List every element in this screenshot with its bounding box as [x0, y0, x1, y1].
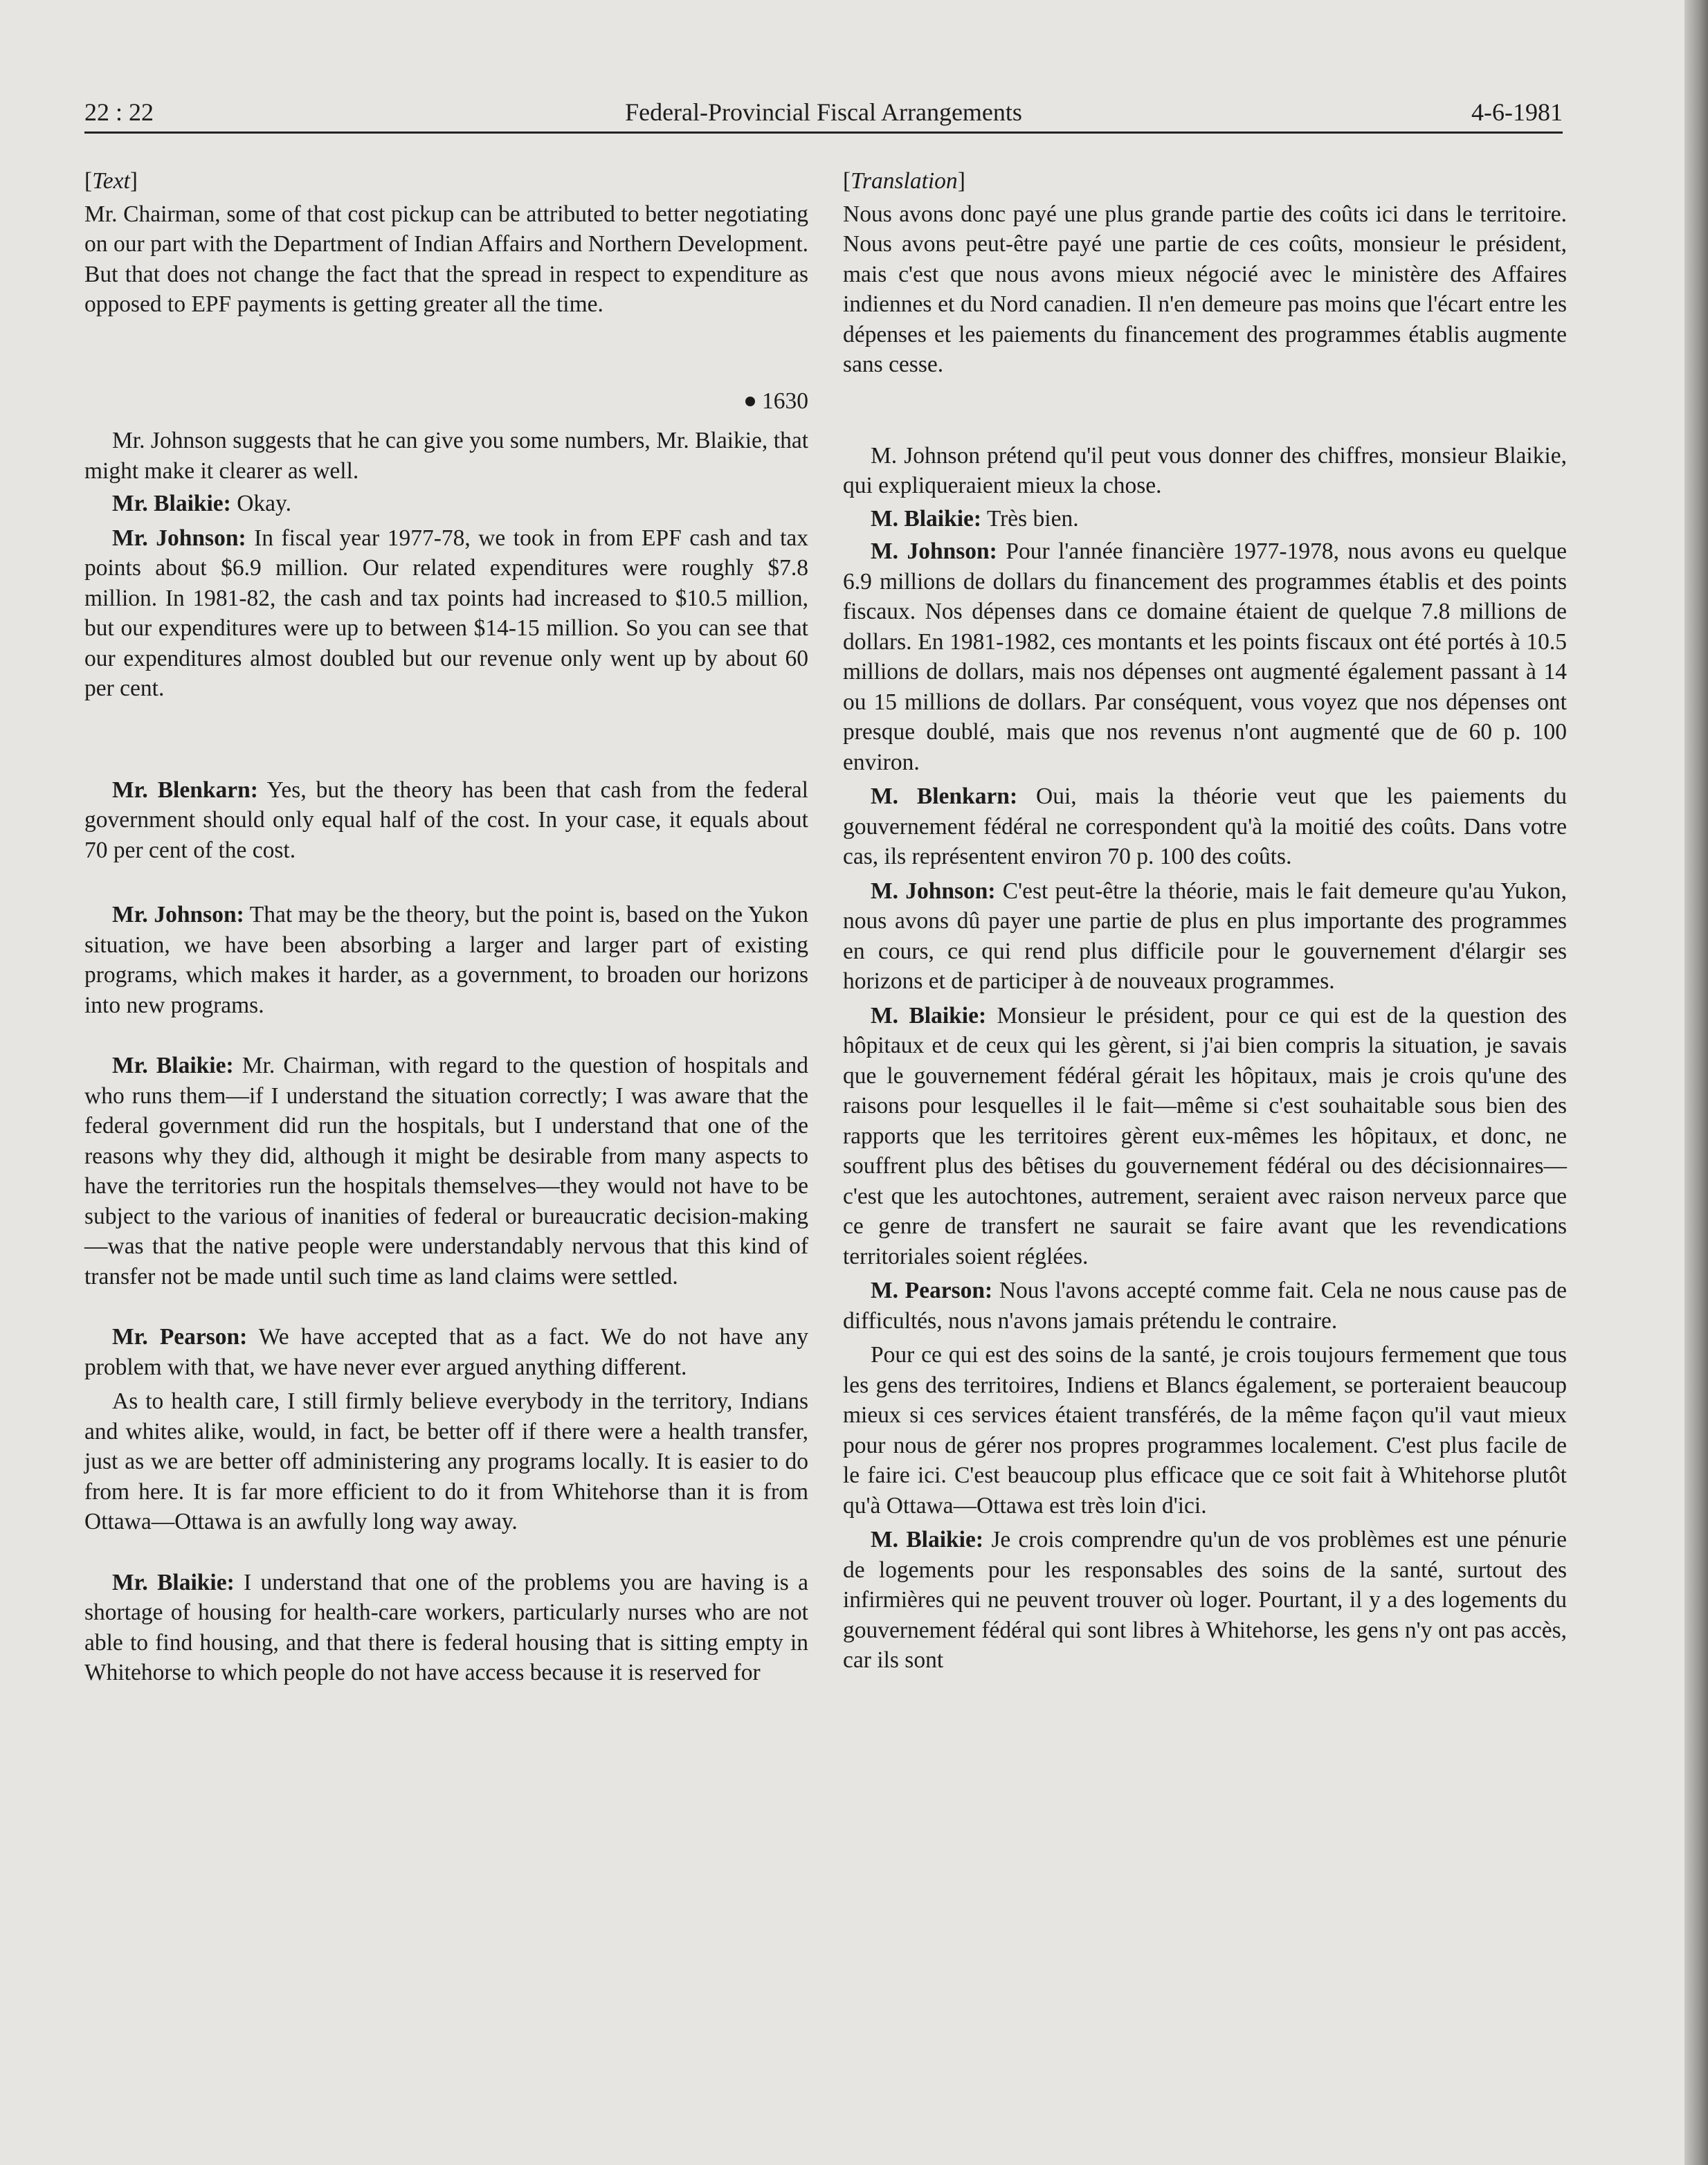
speaker-name: M. Pearson:: [871, 1278, 993, 1303]
speech: [84, 1322, 808, 1382]
speech: [843, 781, 1567, 872]
speaker-name: Mr. Johnson:: [112, 902, 244, 927]
speaker-name: Mr. Blenkarn:: [112, 777, 258, 803]
speech-text: Nous l'avons accepté comme fait. Cela ne nous cause pas de difficultés, nous n'avons jamais prétendu le contraire.: [843, 1278, 1567, 1334]
page-date: 4-6-1981: [1471, 98, 1563, 126]
speech-text: Oui, mais la théorie veut que les paiements du gouvernement fédéral ne correspondent qu'à la moitié des coûts. Dans votre cas, ils représentent environ 70 p. 100 des coûts.: [843, 783, 1568, 869]
speech-text: Je crois comprendre qu'un de vos problèmes est une pénurie de logements pour les responsables des soins de la santé, surtout des infirmières qui ne peuvent trouver où loger. Pourtant, il y a des logements du gouvernement fédéral qui sont libres à Whitehorse, les gens n'y ont pas accès, car ils sont: [843, 1527, 1567, 1673]
bullet-icon: [745, 397, 755, 406]
speech-text: I understand that one of the problems you are having is a shortage of housing for health-care workers, particularly nurses who are not able to find housing, and that there is federal housing that is sitting empty in Whitehorse to which people do not have access because it is reserved for: [84, 1569, 808, 1685]
speech: [84, 523, 808, 704]
speech-text: We have accepted that as a fact. We do not have any problem with that, we have never ever argued anything different.: [84, 1324, 808, 1380]
speaker-name: M. Blaikie:: [871, 1002, 987, 1029]
column-label: [ Translation ]: [843, 166, 1567, 197]
speech-text: Okay.: [230, 491, 291, 516]
paragraph: As to health care, I still firmly believe everybody in the territory, Indians and whites alike, would, in fact, be better off if there were a health transfer, just as we are better off administering any programs locally. It is easier to do from here. It is far more efficient to do it from Whitehorse than it is from Ottawa—Ottawa is an awfully long way away.: [84, 1388, 808, 1534]
speaker-name: Mr. Blaikie:: [112, 1569, 235, 1595]
speech-text: Très bien.: [981, 505, 1079, 532]
speech: [843, 876, 1567, 997]
speech-text: Yes, but the theory has been that cash from the federal government should only equal half of the cost. In your case, it equals about 70 per cent of the cost.: [84, 777, 808, 863]
page-edge: [1684, 0, 1708, 2165]
speaker-name: M. Blaikie:: [871, 1527, 983, 1552]
english-column: [84, 166, 808, 1688]
page-number: 22 : 22: [84, 98, 154, 126]
paragraph: M. Johnson prétend qu'il peut vous donner des chiffres, monsieur Blaikie, qui expliqueraient mieux la chose.: [843, 442, 1567, 498]
time-marker: [84, 386, 808, 417]
speech-text: In fiscal year 1977-78, we took in from EPF cash and tax points about $6.9 million. Our related expenditures were roughly $7.8 million. In 1981-82, the cash and tax points had increased to $10.5 million, but our expenditures were up to between $14-15 million. So you can see that our expenditures almost doubled but our revenue only went up by about 60 per cent.: [84, 525, 809, 701]
page-title: Federal-Provincial Fiscal Arrangements: [625, 98, 1022, 126]
running-header: [84, 96, 1563, 134]
speaker-name: Mr. Blaikie:: [112, 1053, 234, 1078]
paragraph: Mr. Johnson suggests that he can give you some numbers, Mr. Blaikie, that might make it clearer as well.: [84, 428, 808, 484]
speaker-name: Mr. Johnson:: [112, 525, 246, 551]
speech-text: C'est peut-être la théorie, mais le fait demeure qu'au Yukon, nous avons dû payer une partie de plus en plus importante des programmes en cours, ce qui rend plus difficile pour le gouvernement d'élargir ses horizons et de participer à de nouveaux programmes.: [843, 878, 1567, 994]
speech: [84, 775, 808, 866]
time-marker-value: 1630: [762, 388, 808, 414]
paragraph: Pour ce qui est des soins de la santé, je crois toujours fermement que tous les gens des territoires, Indiens et Blancs également, se porteraient beaucoup mieux si ces services étaient transférés, de la même façon qu'il vaut mieux pour nous de gérer nos propres programmes localement. C'est plus facile de le faire ici. C'est beaucoup plus efficace que ce soit fait à Whitehorse plutôt qu'à Ottawa—Ottawa est très loin d'ici.: [843, 1342, 1567, 1519]
speaker-name: M. Blaikie:: [871, 505, 982, 532]
paragraph: Mr. Chairman, some of that cost pickup can be attributed to better negotiating on our part with the Department of Indian Affairs and Northern Development. But that does not change the fact that the spread in respect to expenditure as opposed to EPF payments is getting greater all the time.: [84, 201, 808, 317]
speaker-name: M. Johnson:: [871, 878, 996, 904]
speech: [843, 536, 1567, 777]
french-column: [843, 166, 1567, 1676]
speech-text: Mr. Chairman, with regard to the question of hospitals and who runs them—if I understand the situation correctly; I was aware that the federal government did run the hospitals, but I understand that one of the reasons why they did, although it might be desirable from many aspects to have the territories run the hospitals themselves—they would not have to be subject to the various of inanities of federal or bureaucratic decision-making—was that the native people were understandably nervous that this kind of transfer not be made until such time as land claims were settled.: [84, 1053, 808, 1289]
speech: [84, 1568, 808, 1688]
speaker-name: Mr. Blaikie:: [112, 491, 231, 516]
speech: [843, 1276, 1567, 1336]
speaker-name: M. Johnson:: [871, 538, 997, 564]
speech: [84, 1051, 808, 1292]
speaker-name: Mr. Pearson:: [112, 1324, 248, 1350]
speech: [843, 504, 1567, 534]
speech: [84, 900, 808, 1020]
speech-text: Pour l'année financière 1977-1978, nous avons eu quelque 6.9 millions de dollars du financement des programmes établis et des points fiscaux. Nos dépenses dans ce domaine étaient de quelque 7.8 millions de dollars. En 1981-1982, ces montants et les points fiscaux ont été portés à 10.5 millions de dollars, mais nos dépenses ont augmenté également passant à 14 ou 15 millions de dollars. Par conséquent, vous voyez que nos dépenses ont presque doublé, mais que nos revenus n'ont augmenté que de 60 p. 100 environ.: [843, 538, 1567, 775]
speech: [84, 489, 808, 519]
column-label: [ Text ]: [84, 166, 808, 197]
speech: [843, 1001, 1567, 1272]
speech-text: Monsieur le président, pour ce qui est de la question des hôpitaux et de ceux qui les gèrent, si j'ai bien compris la situation, je savais que le gouvernement fédéral gérait les hôpitaux, mais je crois qu'une des raisons pour lesquelles il le fait—même si c'est souhaitable sous bien des rapports que les territoires gèrent eux-mêmes les hôpitaux, et donc, ne souffrent plus des bêtises du gouvernement fédéral ou des décisionnaires—c'est que les autochtones, autrement, seraient avec raison nerveux parce que ce genre de transfert ne saurait se faire avant que les revendications territoriales soient réglées.: [843, 1002, 1567, 1269]
speech: [843, 1525, 1567, 1676]
speaker-name: M. Blenkarn:: [871, 783, 1018, 809]
paragraph: Nous avons donc payé une plus grande partie des coûts ici dans le territoire. Nous avons peut-être payé une partie de ces coûts, monsieur le président, mais c'est que nous avons mieux négocié avec le ministère des Affaires indiennes et du Nord canadien. Il n'en demeure pas moins que l'écart entre les dépenses et les paiements du financement des programmes établis augmente sans cesse.: [843, 201, 1567, 377]
speech-text: That may be the theory, but the point is, based on the Yukon situation, we have been absorbing a larger and larger part of existing programs, which makes it harder, as a government, to broaden our horizons into new programs.: [84, 902, 809, 1018]
